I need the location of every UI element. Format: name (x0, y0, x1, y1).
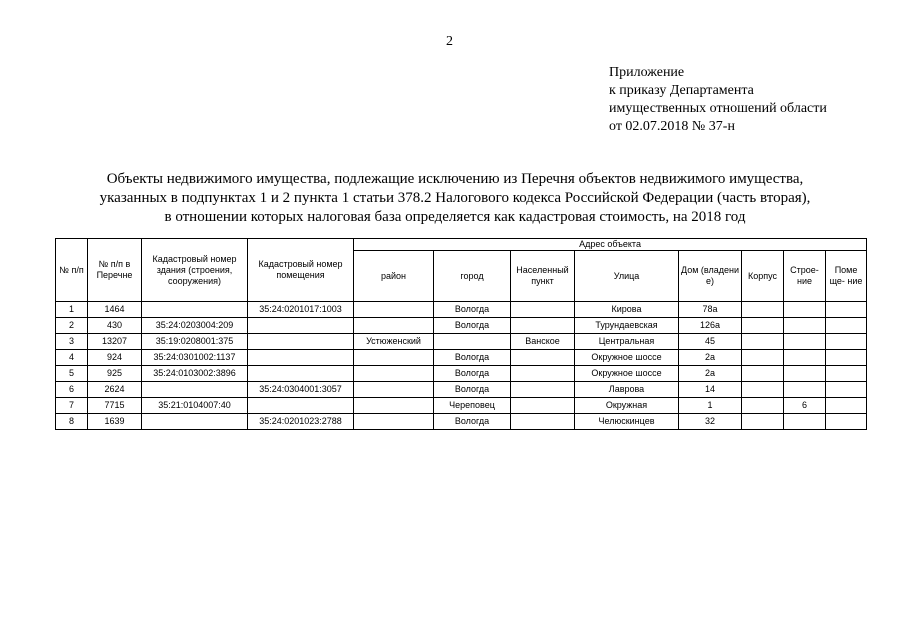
cell-pomeshchenie (826, 398, 867, 414)
cell-list-num: 1464 (88, 302, 142, 318)
header-stroenie: Строе- ние (784, 251, 826, 302)
cell-stroenie (784, 318, 826, 334)
cell-district (354, 302, 434, 318)
cell-korpus (742, 398, 784, 414)
cell-num: 7 (56, 398, 88, 414)
cell-list-num: 924 (88, 350, 142, 366)
cell-building-cadastral: 35:21:0104007:40 (142, 398, 248, 414)
cell-settlement (511, 318, 575, 334)
cell-city: Вологда (434, 302, 511, 318)
cell-settlement (511, 350, 575, 366)
cell-num: 8 (56, 414, 88, 430)
cell-korpus (742, 318, 784, 334)
table-row (56, 318, 867, 334)
cell-pomeshchenie (826, 318, 867, 334)
table-row (56, 334, 867, 350)
cell-stroenie: 6 (784, 398, 826, 414)
cell-settlement (511, 382, 575, 398)
title-line: указанных в подпунктах 1 и 2 пункта 1 статьи 378.2 Налогового кодекса Российской Федерации (часть вторая), (99, 190, 811, 206)
cell-list-num: 925 (88, 366, 142, 382)
cell-stroenie (784, 366, 826, 382)
cell-street: Челюскинцев (575, 414, 679, 430)
cell-building-cadastral: 35:24:0301002:1137 (142, 350, 248, 366)
cell-city: Вологда (434, 366, 511, 382)
page-number: 2 (446, 34, 453, 49)
cell-district: Устюженский (354, 334, 434, 350)
appendix-block (609, 64, 827, 136)
cell-pomeshchenie (826, 350, 867, 366)
cell-room-cadastral (248, 334, 354, 350)
cell-list-num: 430 (88, 318, 142, 334)
cell-house: 45 (679, 334, 742, 350)
cell-num: 4 (56, 350, 88, 366)
cell-list-num: 1639 (88, 414, 142, 430)
cell-street: Окружная (575, 398, 679, 414)
header-district: район (354, 251, 434, 302)
cell-korpus (742, 334, 784, 350)
appendix-line: Приложение (609, 65, 685, 80)
header-num: № п/п (56, 239, 88, 302)
cell-city: Череповец (434, 398, 511, 414)
appendix-line: к приказу Департамента (609, 83, 754, 98)
cell-stroenie (784, 334, 826, 350)
header-address-group: Адрес объекта (354, 239, 867, 251)
cell-house: 2а (679, 366, 742, 382)
cell-street: Окружное шоссе (575, 350, 679, 366)
cell-room-cadastral (248, 366, 354, 382)
cell-room-cadastral: 35:24:0201017:1003 (248, 302, 354, 318)
cell-city: Вологда (434, 382, 511, 398)
cell-house: 1 (679, 398, 742, 414)
header-house: Дом (владени е) (679, 251, 742, 302)
cell-house: 2а (679, 350, 742, 366)
cell-district (354, 318, 434, 334)
cell-settlement (511, 302, 575, 318)
cell-house: 78а (679, 302, 742, 318)
cell-district (354, 414, 434, 430)
table-row (56, 366, 867, 382)
cell-building-cadastral (142, 382, 248, 398)
title-line: в отношении которых налоговая база определяется как кадастровая стоимость, на 2018 год (164, 209, 746, 225)
cell-house: 126а (679, 318, 742, 334)
cell-street: Кирова (575, 302, 679, 318)
cell-korpus (742, 366, 784, 382)
cell-korpus (742, 302, 784, 318)
cell-stroenie (784, 350, 826, 366)
cell-stroenie (784, 382, 826, 398)
cell-stroenie (784, 414, 826, 430)
cell-building-cadastral (142, 302, 248, 318)
cell-district (354, 350, 434, 366)
objects-table (55, 238, 867, 430)
cell-num: 5 (56, 366, 88, 382)
header-settlement: Населенный пункт (511, 251, 575, 302)
cell-settlement: Ванское (511, 334, 575, 350)
cell-num: 6 (56, 382, 88, 398)
table-row (56, 382, 867, 398)
cell-street: Окружное шоссе (575, 366, 679, 382)
cell-num: 3 (56, 334, 88, 350)
cell-building-cadastral: 35:19:0208001:375 (142, 334, 248, 350)
table-row (56, 302, 867, 318)
cell-room-cadastral (248, 350, 354, 366)
cell-pomeshchenie (826, 414, 867, 430)
cell-building-cadastral: 35:24:0203004:209 (142, 318, 248, 334)
cell-list-num: 13207 (88, 334, 142, 350)
table-row (56, 350, 867, 366)
cell-num: 2 (56, 318, 88, 334)
cell-stroenie (784, 302, 826, 318)
cell-house: 32 (679, 414, 742, 430)
cell-pomeshchenie (826, 334, 867, 350)
appendix-line: от 02.07.2018 № 37-н (609, 119, 735, 134)
cell-pomeshchenie (826, 366, 867, 382)
cell-house: 14 (679, 382, 742, 398)
header-building-cadastral: Кадастровый номер здания (строения, сооружения) (142, 239, 248, 302)
header-room-cadastral: Кадастровый номер помещения (248, 239, 354, 302)
cell-district (354, 398, 434, 414)
cell-list-num: 2624 (88, 382, 142, 398)
cell-room-cadastral: 35:24:0304001:3057 (248, 382, 354, 398)
header-korpus: Корпус (742, 251, 784, 302)
cell-pomeshchenie (826, 302, 867, 318)
cell-list-num: 7715 (88, 398, 142, 414)
header-list-num: № п/п в Перечне (88, 239, 142, 302)
cell-city: Вологда (434, 350, 511, 366)
cell-city: Вологда (434, 318, 511, 334)
document-title (60, 170, 850, 227)
cell-settlement (511, 366, 575, 382)
cell-korpus (742, 350, 784, 366)
cell-street: Центральная (575, 334, 679, 350)
header-city: город (434, 251, 511, 302)
cell-pomeshchenie (826, 382, 867, 398)
cell-room-cadastral (248, 398, 354, 414)
title-line: Объекты недвижимого имущества, подлежащие исключению из Перечня объектов недвижимого имущества, (106, 171, 804, 187)
cell-district (354, 366, 434, 382)
table-row (56, 398, 867, 414)
cell-street: Турундаевская (575, 318, 679, 334)
cell-settlement (511, 398, 575, 414)
cell-building-cadastral: 35:24:0103002:3896 (142, 366, 248, 382)
cell-street: Лаврова (575, 382, 679, 398)
cell-city (434, 334, 511, 350)
table-row (56, 414, 867, 430)
cell-district (354, 382, 434, 398)
cell-building-cadastral (142, 414, 248, 430)
cell-room-cadastral: 35:24:0201023:2788 (248, 414, 354, 430)
cell-city: Вологда (434, 414, 511, 430)
appendix-line: имущественных отношений области (609, 101, 827, 116)
header-street: Улица (575, 251, 679, 302)
cell-num: 1 (56, 302, 88, 318)
cell-korpus (742, 414, 784, 430)
header-pomeshchenie: Поме ще- ние (826, 251, 867, 302)
cell-settlement (511, 414, 575, 430)
cell-room-cadastral (248, 318, 354, 334)
cell-korpus (742, 382, 784, 398)
